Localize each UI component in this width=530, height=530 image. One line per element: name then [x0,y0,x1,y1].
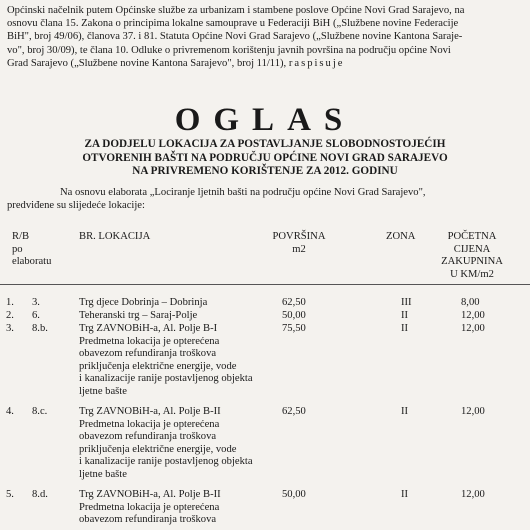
row-rb: 5. [6,489,14,500]
row-note [79,502,219,527]
row-povrsina: 62,50 [282,297,306,308]
row-elaborat: 8.b. [32,323,48,334]
row-elaborat: 8.c. [32,406,48,417]
row-lokacija: Trg ZAVNOBiH-a, Al. Polje B-II [79,489,221,500]
header-rb-line: R/B [12,231,30,242]
subtitle-line: ZA DODJELU LOKACIJA ZA POSTAVLJANJE SLOBODNOSTOJEĆIH [84,138,446,150]
row-lokacija: Teheranski trg – Saraj-Polje [79,310,198,321]
row-lokacija: Trg ZAVNOBiH-a, Al. Polje B-II [79,406,221,417]
row-cijena: 12,00 [461,323,485,334]
row-elaborat: 6. [32,310,40,321]
row-note-line: obavezom refundiranja troškova [79,431,217,442]
subtitle-line: OTVORENIH BAŠTI NA PODRUČJU OPĆINE NOVI GRAD SARAJEVO [82,151,448,164]
row-note-line: ljetne bašte [79,468,127,480]
header-zona-line: ZONA [386,231,416,242]
row-note [79,419,253,482]
row-zona: II [401,489,409,500]
subtitle-line: NA PRIVREMENO KORIŠTENJE ZA 2012. GODINU [132,165,398,177]
row-rb: 1. [6,297,14,308]
lead-line: predviđene su slijedeće lokacije: [7,200,145,212]
row-rb: 3. [6,323,14,334]
row-zona: III [401,297,412,308]
header-cijena [430,231,514,281]
lead-line: Na osnovu elaborata „Lociranje ljetnih bašti na području općine Novi Grad Sarajevo", [60,187,426,198]
document-subtitle [0,138,530,179]
intro-line-text: Grad Sarajevo („Službene novine Kantona Sarajevo", broj 11/11), [7,57,287,69]
header-rb-line: po [12,243,23,255]
row-povrsina: 62,50 [282,406,306,417]
row-note-line: ljetne bašte [79,385,127,397]
row-note [79,336,253,399]
row-cijena: 12,00 [461,489,485,500]
row-note-line: Predmetna lokacija je opterećena [79,335,220,347]
row-povrsina: 50,00 [282,489,306,500]
row-lokacija: Trg ZAVNOBiH-a, Al. Polje B-I [79,323,218,334]
row-zona: II [401,406,409,417]
document-title: OGLAS [174,102,356,138]
row-povrsina: 75,50 [282,323,306,334]
row-rb: 4. [6,406,14,417]
intro-line: osnovu člana 15. Zakona o principima lokalne samouprave u Federaciji BiH („Službene novine Federacije [7,18,459,30]
intro-line: vo", broj 30/09), te člana 10. Odluke o privremenom korištenju javnih površina na području općine Novi [7,44,451,56]
row-zona: II [401,323,409,334]
row-cijena: 12,00 [461,406,485,417]
header-povrsina-line: POVRŠINA [272,231,326,242]
header-zona [386,231,415,244]
row-note-line: obavezom refundiranja troškova [79,348,217,359]
lead-paragraph [7,186,527,212]
intro-paragraph [7,4,527,70]
table-header-divider [0,284,530,285]
row-note-line: Predmetna lokacija je opterećena [79,418,220,430]
row-zona: II [401,310,409,321]
intro-line [7,57,527,70]
row-rb: 2. [6,310,14,321]
row-note-line: obavezom refundiranja troškova [79,514,217,525]
row-elaborat: 3. [32,297,40,308]
row-note-line: priključenja električne energije, vode [79,360,237,372]
row-note-line: Predmetna lokacija je opterećena [79,501,220,513]
intro-line: Općinski načelnik putem Općinske službe za urbanizam i stambene poslove Općine Novi Grad Sarajevo, na [7,5,465,16]
header-povrsina-line: m2 [292,243,306,255]
header-povrsina [264,231,334,256]
row-note-line: i kanalizacije ranije postavljenog objekta [79,456,253,467]
row-lokacija: Trg djece Dobrinja – Dobrinja [79,297,208,308]
header-lokacija [79,231,150,244]
row-note-line: priključenja električne energije, vode [79,443,237,455]
intro-line: BiH", broj 49/06), članova 37. i 81. Statuta Općine Novi Grad Sarajevo („Službene novine Kantona Saraje- [7,31,463,43]
row-povrsina: 50,00 [282,310,306,321]
header-rb-line: elaboratu [12,256,52,267]
row-cijena: 8,00 [461,297,480,308]
header-cijena-line: CIJENA [453,243,491,255]
intro-tail: raspisuje [288,57,345,69]
row-note-line: i kanalizacije ranije postavljenog objekta [79,373,253,384]
header-cijena-line: U KM/m2 [450,268,494,280]
row-elaborat: 8.d. [32,489,48,500]
header-cijena-line: ZAKUPNINA [441,256,503,267]
row-cijena: 12,00 [461,310,485,321]
header-lokacija-line: BR. LOKACIJA [79,231,151,242]
header-rb [12,231,51,269]
header-cijena-line: POČETNA [447,231,497,242]
